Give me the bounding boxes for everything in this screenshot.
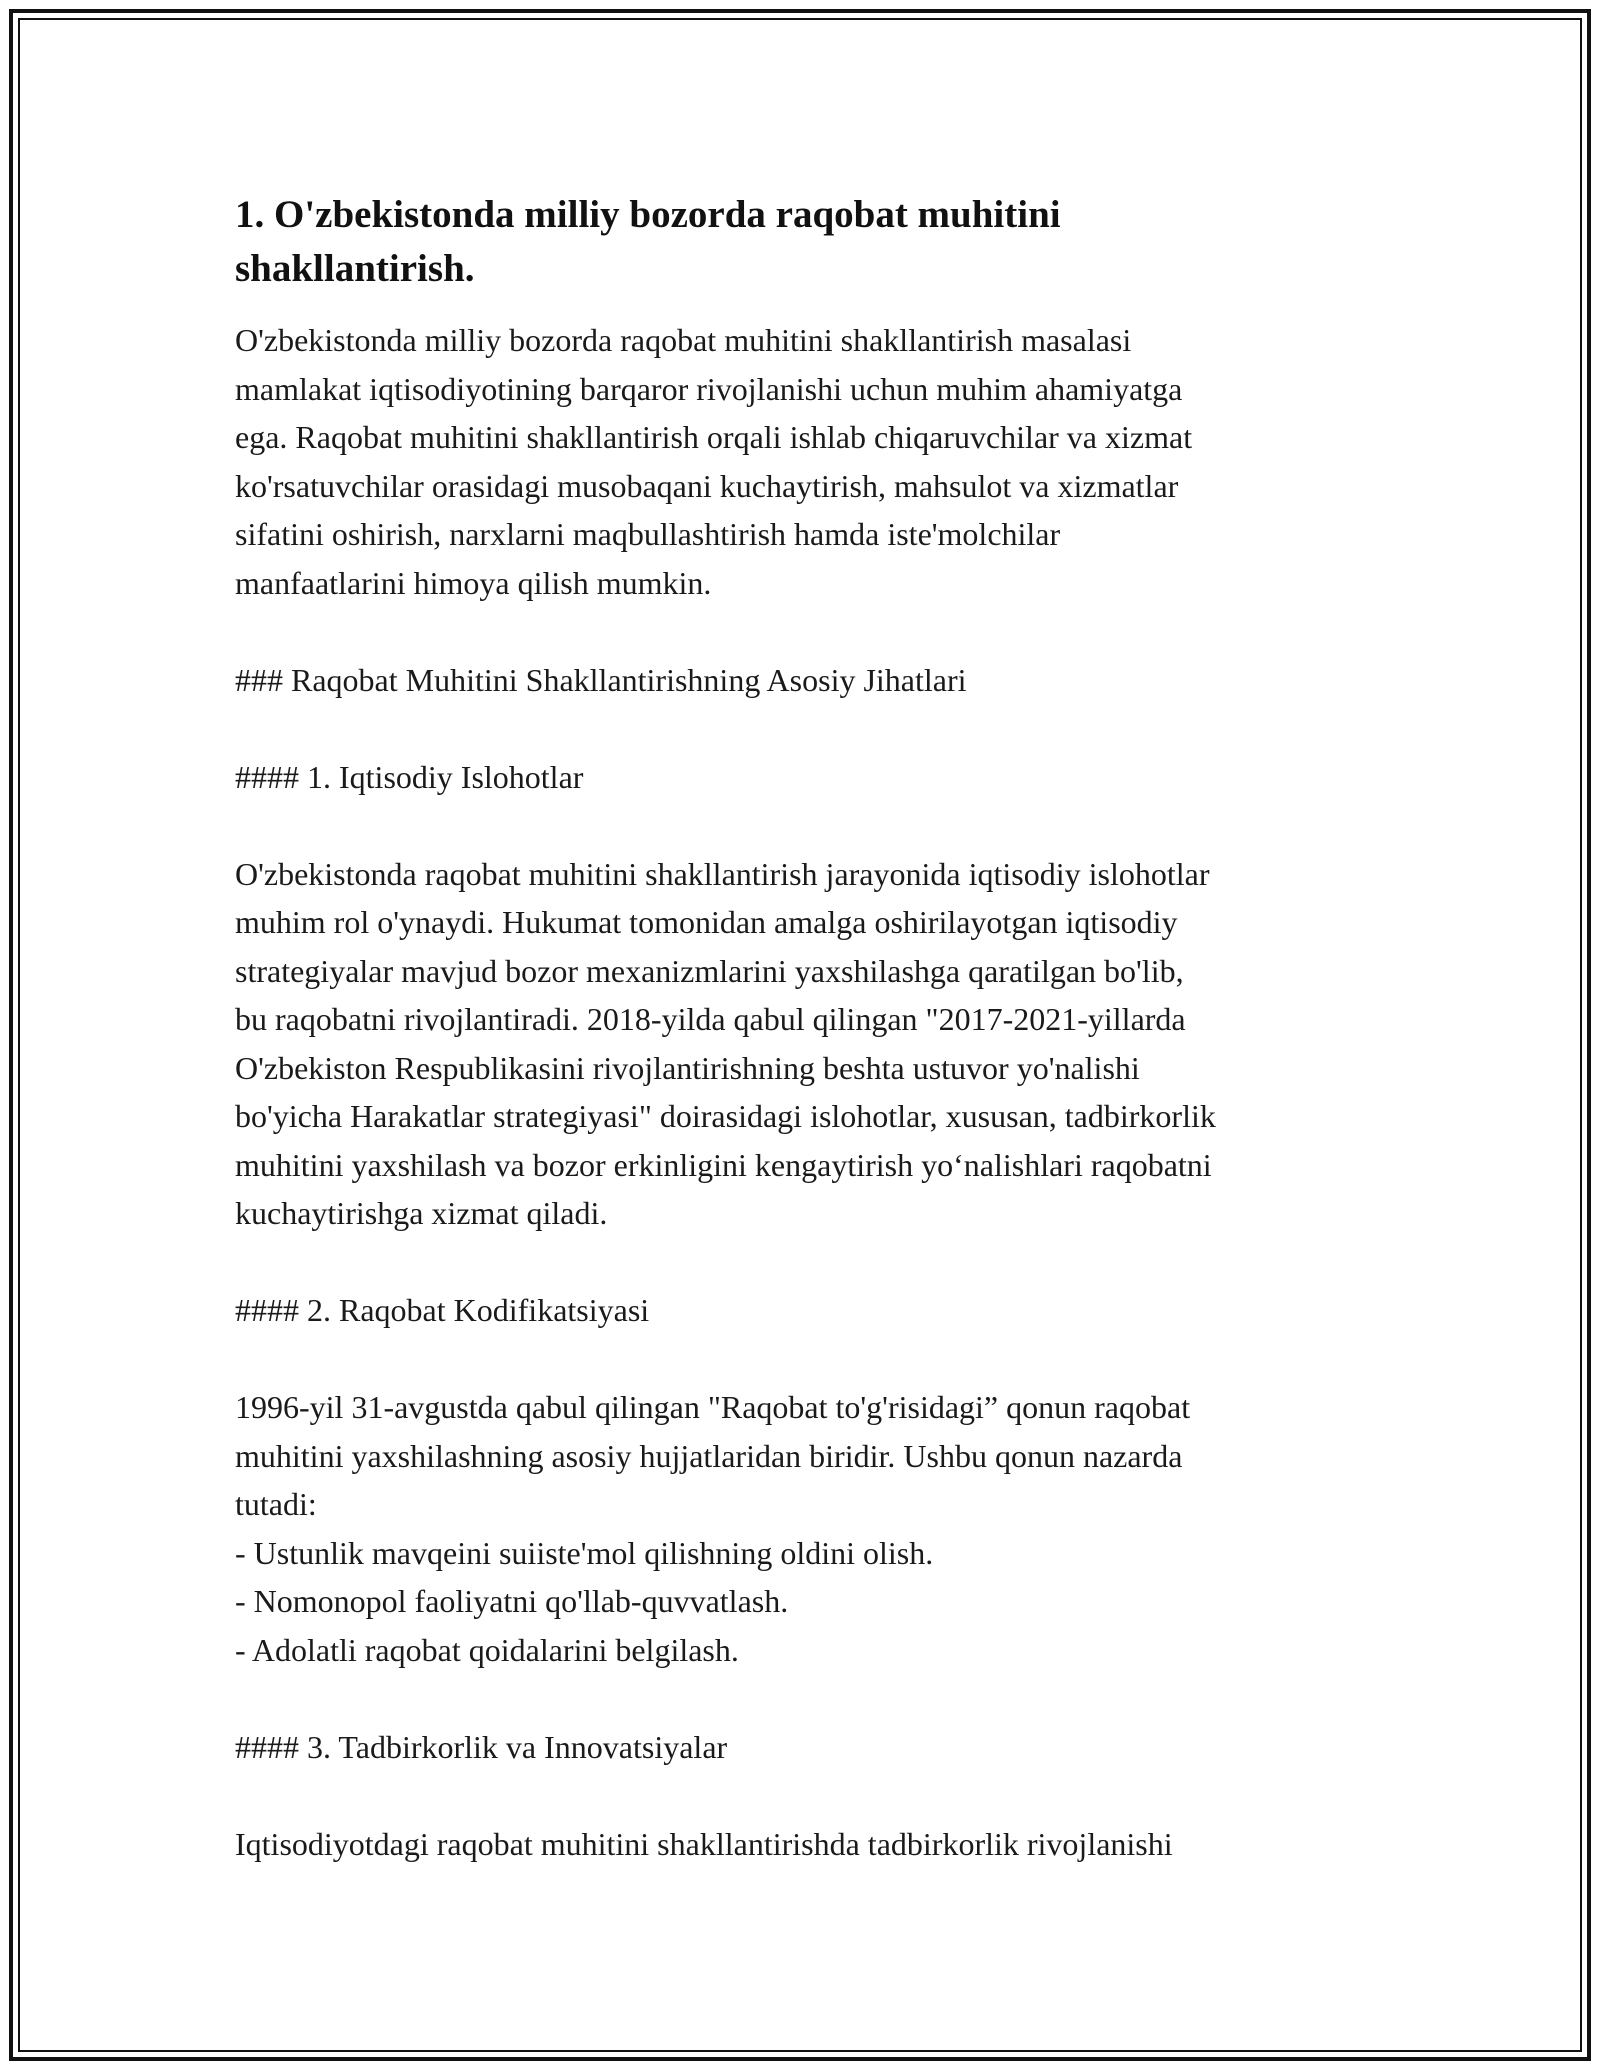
text-line: O'zbekistonda milliy bozorda raqobat muhitini shakllantirish masalasi [235, 322, 1132, 358]
section-heading: ### Raqobat Muhitini Shakllantirishning Asosiy Jihatlari [235, 661, 967, 698]
subheading-iqtisodiy-islohotlar: #### 1. Iqtisodiy Islohotlar [235, 758, 584, 795]
text-line: ko'rsatuvchilar orasidagi musobaqani kuchaytirish, mahsulot va xizmatlar [235, 467, 1179, 504]
text-line: bo'yicha Harakatlar strategiyasi" doirasidagi islohotlar, xususan, tadbirkorlik [235, 1098, 1216, 1134]
blank-line [235, 704, 1365, 753]
text-line: ega. Raqobat muhitini shakllantirish orqali ishlab chiqaruvchilar va xizmat [235, 419, 1193, 455]
text-line: tutadi: [235, 1486, 317, 1522]
text-line: 1996-yil 31-avgustda qabul qilingan "Raqobat to'g'risidagi” qonun raqobat [235, 1389, 1191, 1425]
title-line: 1. O'zbekistonda milliy bozorda raqobat muhitini [235, 193, 1061, 236]
text-line: sifatini oshirish, narxlarni maqbullashtirish hamda iste'molchilar [235, 516, 1061, 552]
subheading-raqobat-kodifikatsiyasi: #### 2. Raqobat Kodifikatsiyasi [235, 1292, 650, 1328]
paragraph-iqtisodiy-islohotlar [235, 850, 1365, 1238]
text-line: strategiyalar mavjud bozor mexanizmlarini yaxshilashga qaratilgan bo'lib, [235, 952, 1184, 989]
text-line: muhitini yaxshilash va bozor erkinligini kengaytirish yo‘nalishlari raqobatni [235, 1146, 1212, 1183]
text-line: Iqtisodiyotdagi raqobat muhitini shakllantirishda tadbirkorlik rivojlanishi [235, 1825, 1173, 1862]
text-line: bu raqobatni rivojlantiradi. 2018-yilda qabul qilingan "2017-2021-yillarda [235, 1001, 1186, 1037]
text-line: kuchaytirishga xizmat qiladi. [235, 1195, 608, 1231]
blank-line [235, 607, 1365, 656]
subheading-tadbirkorlik-innovatsiyalar: #### 3. Tadbirkorlik va Innovatsiyalar [235, 1728, 728, 1765]
text-line: muhim rol o'ynaydi. Hukumat tomonidan amalga oshirilayotgan iqtisodiy [235, 904, 1178, 940]
blank-line [235, 1335, 1365, 1384]
text-line: manfaatlarini himoya qilish mumkin. [235, 564, 712, 601]
text-line: O'zbekiston Respublikasini rivojlantirishning beshta ustuvor yo'nalishi [235, 1049, 1140, 1086]
bullet-list [235, 1529, 1365, 1675]
blank-line [235, 1771, 1365, 1820]
text-line: muhitini yaxshilashning asosiy hujjatlaridan biridir. Ushbu qonun nazarda [235, 1437, 1183, 1474]
list-item: - Nomonopol faoliyatni qo'llab-quvvatlash. [235, 1583, 789, 1619]
document-title [235, 188, 1365, 296]
text-line: O'zbekistonda raqobat muhitini shakllantirish jarayonida iqtisodiy islohotlar [235, 855, 1210, 892]
blank-line [235, 801, 1365, 850]
title-line: shakllantirish. [235, 247, 475, 290]
intro-paragraph [235, 316, 1365, 607]
list-item: - Ustunlik mavqeini suiiste'mol qilishning oldini olish. [235, 1534, 934, 1571]
document-page [235, 188, 1365, 1868]
text-line: mamlakat iqtisodiyotining barqaror rivojlanishi uchun muhim ahamiyatga [235, 370, 1183, 407]
blank-line [235, 1674, 1365, 1723]
list-item: - Adolatli raqobat qoidalarini belgilash. [235, 1631, 739, 1668]
paragraph-raqobat-kodifikatsiyasi [235, 1383, 1365, 1529]
blank-line [235, 1238, 1365, 1287]
paragraph-tadbirkorlik-innovatsiyalar [235, 1820, 1365, 1869]
